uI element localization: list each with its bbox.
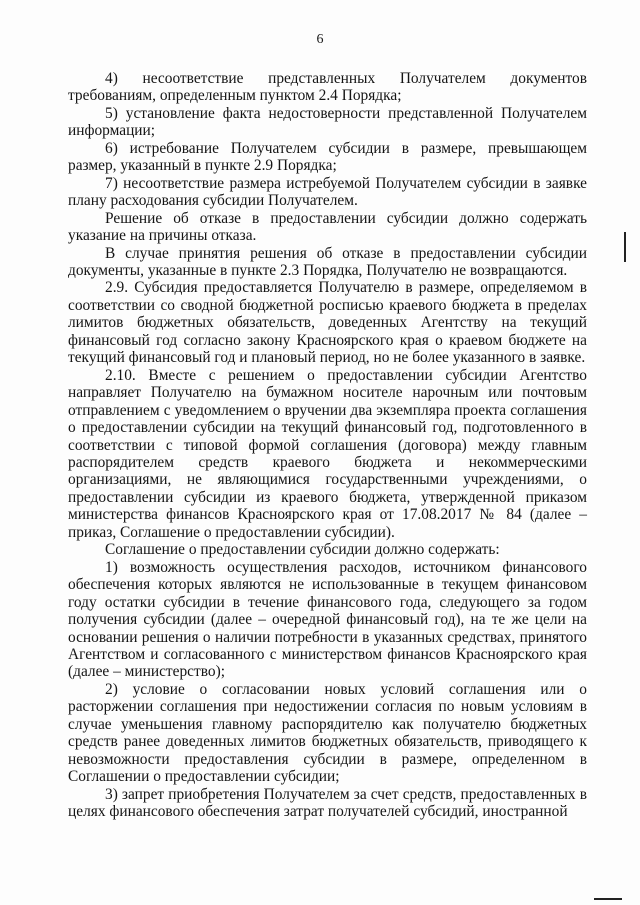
document-body: [68, 70, 587, 820]
scan-corner-mark: [594, 898, 622, 900]
paragraph-item-5: 5) установление факта недостоверности представленной Получателем информации;: [68, 104, 587, 140]
page-number: 6: [316, 32, 324, 47]
paragraph-agreement-item-3: 3) запрет приобретения Получателем за счет средств, предоставленных в целях финансового обеспечения затрат получателей субсидий, иностранной: [68, 785, 587, 821]
paragraph-2-9: 2.9. Субсидия предоставляется Получателю в размере, определяемом в соответствии со сводной бюджетной росписью краевого бюджета в пределах лимитов бюджетных обязательств, доведенных Агентству на текущий финансовый год согласно закону Красноярского края о краевом бюджете на текущий финансовый год и плановый период, но не более указанного в заявке.: [68, 279, 587, 367]
scan-edge-mark: [624, 232, 626, 262]
paragraph-item-7: 7) несоответствие размера истребуемой Получателем субсидии в заявке плану расходования субсидии Получателем.: [68, 174, 587, 210]
paragraph-documents-not-returned: В случае принятия решения об отказе в предоставлении субсидии документы, указанные в пункте 2.3 Порядка, Получателю не возвращаются.: [68, 244, 587, 279]
paragraph-agreement-content: Соглашение о предоставлении субсидии должно содержать:: [105, 541, 500, 559]
paragraph-item-6: 6) истребование Получателем субсидии в размере, превышающем размер, указанный в пункте 2.9 Порядка;: [68, 139, 587, 175]
paragraph-2-10: 2.10. Вместе с решением о предоставлении субсидии Агентство направляет Получателю на бумажном носителе нарочным или почтовым отправлением с уведомлением о вручении два экземпляра проекта соглашения о предоставлении субсидии на текущий финансовый год, подготовленного в соответствии с типовой формой соглашения (договора) между главным распорядителем средств краевого бюджета и некоммерческими организациями, не являющимися государственными учреждениями, о предоставлении субсидии из краевого бюджета, утвержденной приказом министерства финансов Красноярского края от 17.08.2017 № 84 (далее – приказ, Соглашение о предоставлении субсидии).: [68, 366, 587, 541]
paragraph-refusal-decision: Решение об отказе в предоставлении субсидии должно содержать указание на причины отказа.: [68, 209, 587, 245]
paragraph-item-4: 4) несоответствие представленных Получателем документов требованиям, определенным пунктом 2.4 Порядка;: [68, 70, 587, 105]
paragraph-agreement-item-1: 1) возможность осуществления расходов, источником финансового обеспечения которых являются не использованные в текущем финансовом году остатки субсидии в течение финансового года, следующего за годом получения субсидии (далее – очередной финансовый год), на те же цели на основании решения о наличии потребности в указанных средствах, принятого Агентством и согласованного с министерством финансов Красноярского края (далее – министерство);: [68, 558, 587, 681]
paragraph-agreement-item-2: 2) условие о согласовании новых условий соглашения или о расторжении соглашения при недостижении согласия по новым условиям в случае уменьшения главному распорядителю как получателю бюджетных средств ранее доведенных лимитов бюджетных обязательств, приводящего к невозможности предоставления субсидии в размере, определенном в Соглашении о предоставлении субсидии;: [68, 680, 587, 786]
